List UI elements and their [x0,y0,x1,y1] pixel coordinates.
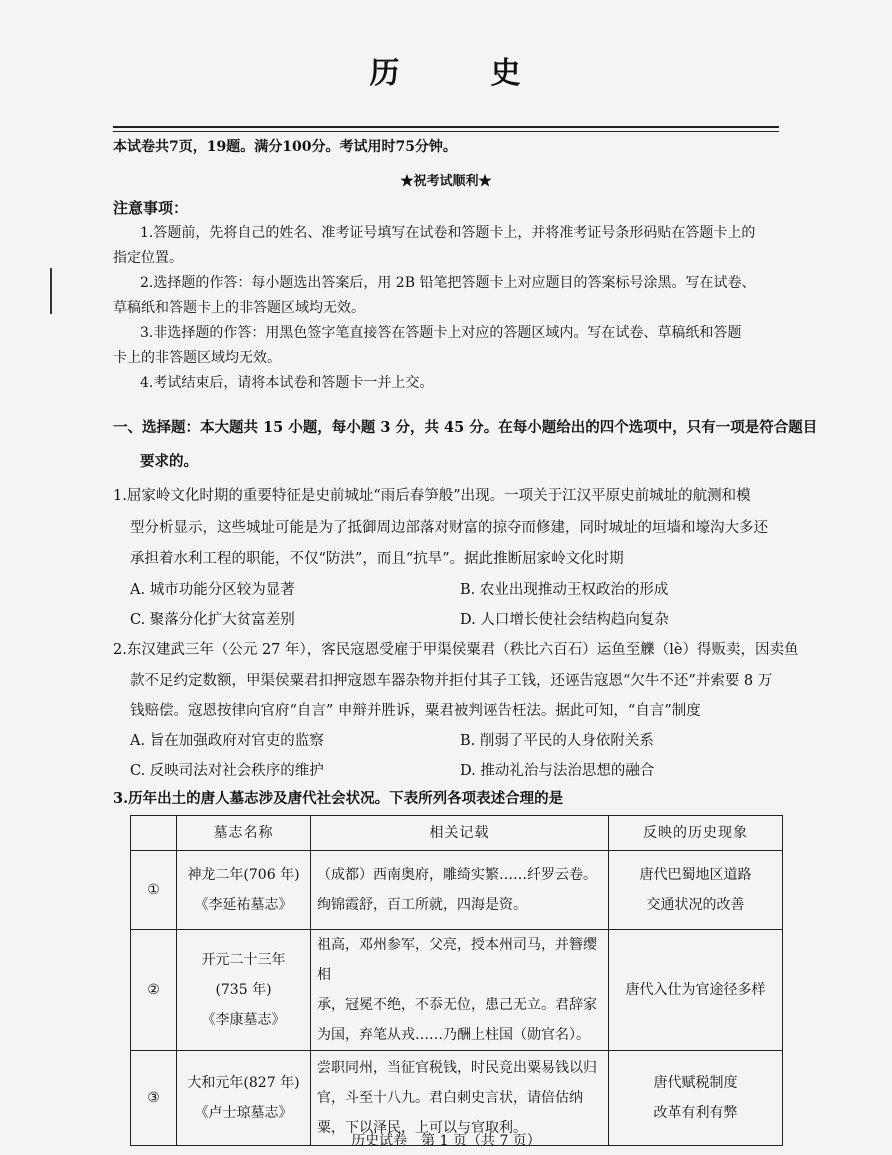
scan-margin-mark [50,268,52,314]
epitaph-name-cell [177,930,311,1051]
exam-info: 本试卷共7页，19题。满分100分。考试用时75分钟。 [113,139,457,155]
phenomenon-cell [609,930,783,1051]
q1-option-c: C. 聚落分化扩大贫富差别 [130,612,295,628]
phenomenon-line: 交通状况的改善 [646,897,745,913]
row-number: ③ [131,1051,177,1146]
phenomenon-cell [609,851,783,930]
notice-line: 指定位置。 [113,250,183,266]
phenomenon-line: 唐代巴蜀地区道路 [639,867,752,883]
table-header-cell: 相关记载 [311,816,609,851]
phenomenon-line: 唐代赋税制度 [653,1075,738,1091]
epitaph-name-cell [177,851,311,930]
table-row [131,851,783,930]
notice-line: 草稿纸和答题卡上的非答题区域均无效。 [113,300,365,316]
table-header-cell: 反映的历史现象 [609,816,783,851]
epitaph-name-line: 开元二十三年 [201,952,286,968]
notice-line: 2.选择题的作答：每小题选出答案后，用 2B 铅笔把答题卡上对应题目的答案标号涂黑。写在试卷、 [140,275,756,291]
tomb-table [130,815,783,1146]
epitaph-name-line: (735 年) [215,982,272,998]
record-line: 承，冠冕不绝，不忝无位，患己无立。君辞家 [317,997,597,1013]
record-line: 为国，弃笔从戎……乃酬上柱国（勋官名）。 [317,1027,590,1043]
q1-option-b: B. 农业出现推动王权政治的形成 [460,582,669,598]
page-title [0,48,892,92]
section-heading: 一、选择题：本大题共 15 小题，每小题 3 分，共 45 分。在每小题给出的四个选项中，只有一项是符合题目 [113,419,818,436]
record-cell [311,930,609,1051]
phenomenon-line: 唐代入仕为官途径多样 [625,982,766,998]
record-line: 尝职同州，当征官税钱，时民竞出粟易钱以归 [317,1060,597,1076]
table-header-cell: 墓志名称 [177,816,311,851]
title-rule-thick [113,126,779,128]
q1-option-a: A. 城市功能分区较为显著 [130,582,295,598]
record-line: （成都）西南奥府，雕绮实繁……纤罗云卷。 [317,867,597,883]
title-char-2: 史 [490,56,523,91]
q1-stem-line: 型分析显示，这些城址可能是为了抵御周边部落对财富的掠夺而修建，同时城址的垣墙和壕沟大多还 [130,520,768,536]
q2-option-b: B. 削弱了平民的人身依附关系 [460,733,654,749]
epitaph-name-line: 大和元年(827 年) [187,1075,300,1091]
notice-line: 1.答题前，先将自己的姓名、准考证号填写在试卷和答题卡上，并将准考证号条形码贴在答题卡上的 [140,225,756,241]
q2-stem-line: 钱赔偿。寇恩按律向官府“自言” 申辩并胜诉，粟君被判诬告枉法。据此可知，“自言”制度 [130,703,701,719]
q3-stem: 3.历年出土的唐人墓志涉及唐代社会状况。下表所列各项表述合理的是 [113,790,564,807]
record-line: 粟，下以泽民，上可以与官取利。 [317,1120,527,1136]
epitaph-name-line: 《李延祐墓志》 [194,897,293,913]
notice-line: 3.非选择题的作答：用黑色签字笔直接答在答题卡上对应的答题区域内。写在试卷、草稿纸和答题 [140,325,742,341]
record-cell [311,851,609,930]
epitaph-name-line: 《李康墓志》 [201,1012,286,1028]
row-number: ① [131,851,177,930]
section-heading-cont: 要求的。 [140,453,198,470]
notice-line: 4.考试结束后，请将本试卷和答题卡一并上交。 [140,375,434,391]
table-header-cell [131,816,177,851]
q2-option-c: C. 反映司法对社会秩序的维护 [130,763,324,779]
q1-stem-line: 1.屈家岭文化时期的重要特征是史前城址“雨后春笋般”出现。一项关于江汉平原史前城址的航测和模 [113,488,751,504]
title-char-1: 历 [369,56,402,91]
record-line: 官，斗至十八九。君白刺史言状，请倍估纳 [317,1090,583,1106]
phenomenon-line: 改革有利有弊 [653,1105,738,1121]
record-line: 祖高，邓州参军，父亮，授本州司马，并簪缨相 [317,937,597,983]
epitaph-name-line: 《卢士琼墓志》 [194,1105,293,1121]
q2-stem-line: 款不足约定数额，甲渠侯粟君扣押寇恩车器杂物并拒付其子工钱，还诬告寇恩“欠牛不还”并索要 8 万 [130,673,773,689]
q2-stem-line: 2.东汉建武三年（公元 27 年），客民寇恩受雇于甲渠侯粟君（秩比六百石）运鱼至觻（lè）得贩卖，因卖鱼 [113,642,799,658]
record-line: 绚锦霞舒，百工所就，四海是资。 [317,897,527,913]
page-footer: 历史试卷 第 1 页（共 7 页） [351,1133,541,1149]
table-row [131,930,783,1051]
row-number: ② [131,930,177,1051]
q2-option-a: A. 旨在加强政府对官吏的监察 [130,733,324,749]
table-header-row [131,816,783,851]
title-rule-thin [113,131,779,132]
q1-stem-line: 承担着水利工程的职能，不仅“防洪”，而且“抗旱”。据此推断屈家岭文化时期 [130,551,624,567]
notice-line: 卡上的非答题区域均无效。 [113,350,281,366]
q2-option-d: D. 推动礼治与法治思想的融合 [460,763,655,779]
wish-text: ★祝考试顺利★ [400,174,492,189]
q1-option-d: D. 人口增长使社会结构趋向复杂 [460,612,669,628]
notice-heading: 注意事项： [113,199,189,217]
epitaph-name-line: 神龙二年(706 年) [187,867,300,883]
